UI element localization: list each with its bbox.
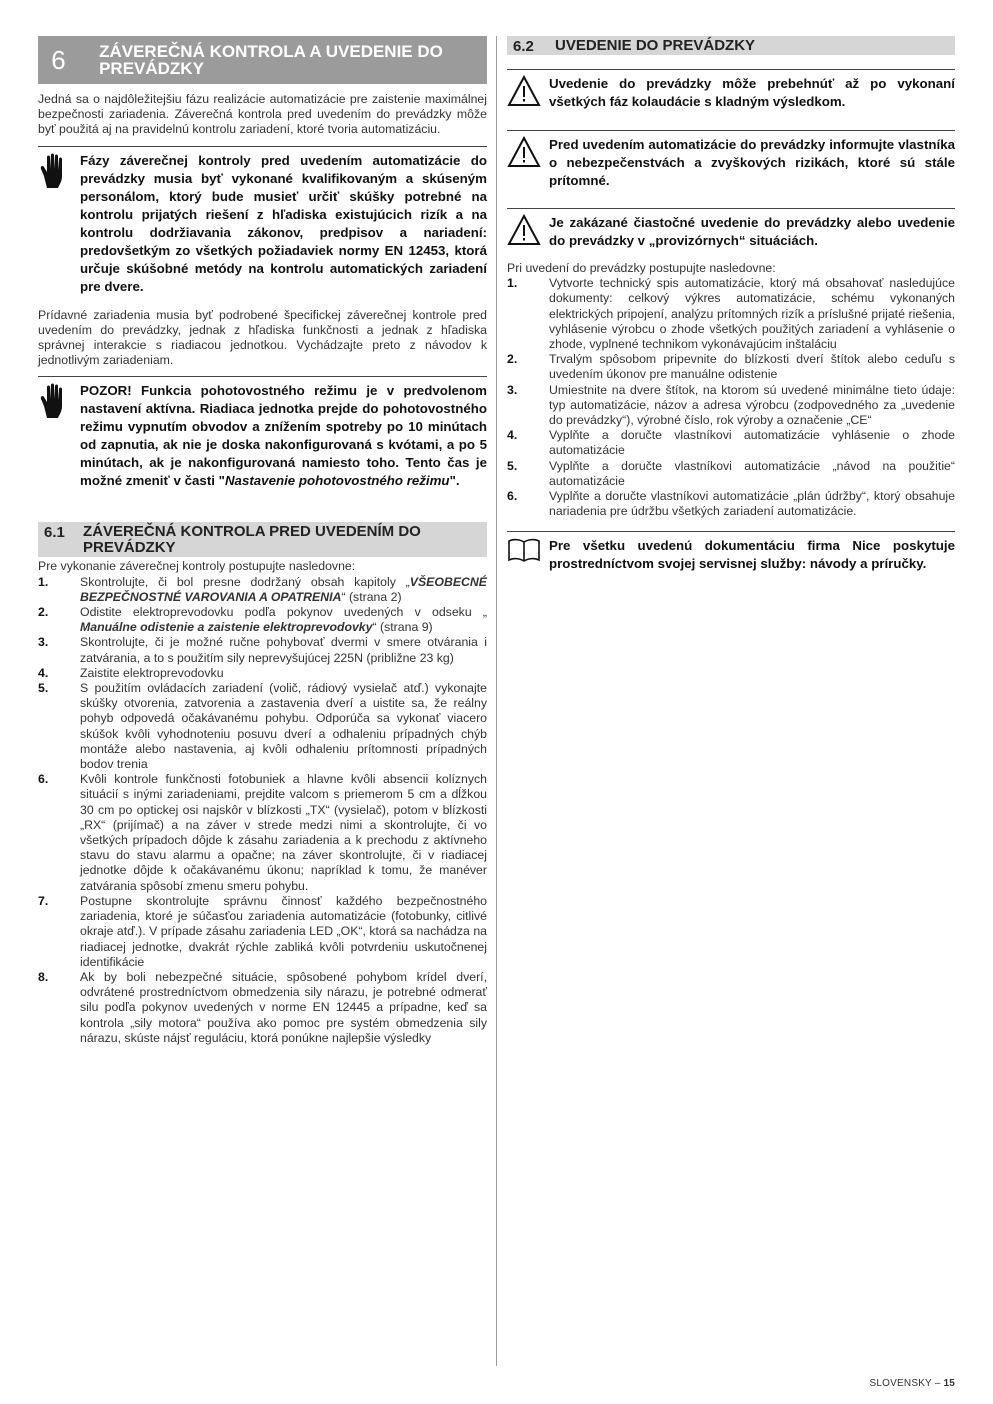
list-item <box>38 605 487 635</box>
section-title: UVEDENIE DO PREVÁDZKY <box>555 37 756 54</box>
list-item <box>507 428 955 458</box>
section-6-1-heading <box>38 522 487 557</box>
page-number: 15 <box>943 1378 955 1389</box>
item-text <box>80 666 487 681</box>
warning-text-1: Uvedenie do prevádzky môže prebehnúť až po vykonaní všetkých fáz kolaudácie s kladným výsledkom. <box>549 76 955 109</box>
item-number: 7. <box>38 893 49 908</box>
section-6-2-heading <box>507 36 955 55</box>
list-item <box>507 489 955 519</box>
item-number: 5. <box>38 681 49 696</box>
section-6-1-list <box>38 575 487 1046</box>
list-item <box>38 666 487 681</box>
section-6-2-lead: Pri uvedení do prevádzky postupujte nasledovne: <box>507 261 776 275</box>
item-text-a: Zaistite elektroprevodovku <box>80 665 224 680</box>
item-text-c: “ (strana 2) <box>341 589 402 604</box>
stop-hand-icon <box>38 382 80 490</box>
list-item <box>38 894 487 970</box>
chapter-heading <box>38 36 487 84</box>
warning-note-1 <box>507 69 955 112</box>
item-number: 1. <box>38 574 49 589</box>
list-item <box>507 459 955 489</box>
list-item <box>38 575 487 605</box>
item-number: 3. <box>38 635 49 650</box>
note2-end: ". <box>449 473 460 489</box>
stop-hand-icon <box>38 152 80 296</box>
list-item <box>38 635 487 665</box>
item-number: 2. <box>38 605 49 620</box>
note-text-1: Fázy záverečnej kontroly pred uvedením automatizácie do prevádzky musia byť vykonané kvalifikovaným a skúseným personálom, ktorý bude musieť určiť skúšky potrebné na kontrolu prijatých riešení z hľadiska existujúcich rizík a na kontrolu dodržiavania zákonov, predpisov a nariadení: predovšetkým zo všetkých požiadaviek normy EN 12453, ktorá určuje skúšobné metódy na kontrolu automatických zariadení pre dvere. <box>80 152 487 294</box>
right-column <box>507 36 955 573</box>
item-text <box>80 605 487 635</box>
item-text-a: Odistite elektroprevodovku podľa pokynov uvedených v odseku „ <box>80 605 487 620</box>
item-text-b: Manuálne odistenie a zaistenie elektroprevodovky <box>80 620 373 635</box>
page-footer <box>870 1378 955 1389</box>
item-number: 6. <box>38 772 49 787</box>
note2-italic: Nastavenie pohotovostného režimu <box>224 473 450 489</box>
item-number: 8. <box>38 969 49 984</box>
note-text-2 <box>80 382 487 490</box>
item-text <box>80 970 487 1046</box>
open-book-icon <box>507 537 549 573</box>
item-text <box>80 681 487 772</box>
list-item <box>38 772 487 894</box>
item-number: 5. <box>507 458 518 473</box>
intro-paragraph: Jedná sa o najdôležitejšiu fázu realizácie automatizácie pre zaistenie maximálnej bezpečnosti zariadenia. Záverečná kontrola pred uvedením do prevádzky môže byť použitá aj na pravidelnú kontrolu zariadení, ktoré tvoria automatizáciu. <box>38 92 487 137</box>
warning-note-2 <box>507 130 955 190</box>
item-text <box>80 635 487 665</box>
note2-main: POZOR! Funkcia pohotovostného režimu je v predvolenom nastavení aktívna. Riadiaca jednotka prejde do pohotovostného režimu vypnutím obvodov a znížením spotreby po 10 minútach od zapnutia, ak nie je doska nakonfigurovaná s kvótami, a po 5 minútach, ak je nakonfigurovaná namiesto toho. Tento čas je možné zmeniť v časti " <box>80 383 487 489</box>
item-text: Vyplňte a doručte vlastníkovi automatizácie „návod na použitie“ automatizácie <box>549 458 955 488</box>
section-6-2-list <box>507 276 955 519</box>
book-note <box>507 531 955 573</box>
book-note-text: Pre všetku uvedenú dokumentáciu firma Nice poskytuje prostredníctvom svojej servisnej služby: návody a príručky. <box>549 538 955 572</box>
item-number: 3. <box>507 382 518 397</box>
item-text: Vyplňte a doručte vlastníkovi automatizácie vyhlásenie o zhode automatizácie <box>549 428 955 458</box>
item-text-b: VŠEOBECNÉ BEZPEČNOSTNÉ VAROVANIA A OPATRENIA <box>80 574 487 604</box>
section-6-1-lead: Pre vykonanie záverečnej kontroly postupujte nasledovne: <box>38 559 356 574</box>
additional-devices-paragraph: Prídavné zariadenia musia byť podrobené špecifickej záverečnej kontrole pred uvedením do prevádzky, jednak z hľadiska funkčnosti a jednak z hľadiska správnej interakcie s riadiacou jednotkou. Vychádzajte preto z návodov k jednotlivým zariadeniam. <box>38 307 487 368</box>
item-number: 2. <box>507 352 518 367</box>
column-divider <box>496 36 497 1366</box>
list-item <box>507 276 955 352</box>
item-text <box>80 575 487 605</box>
item-text-a: Kvôli kontrole funkčnosti fotobuniek a hlavne kvôli absencii kolíznych situácií s inými zariadeniami, prejdite valcom s priemerom 5 cm a dĺžkou 30 cm po optickej osi najskôr v blízkosti „TX“ (vysielač), potom v blízkosti „RX“ (prijímač) a na záver v strede medzi nimi a skontrolujte, či vo všetkých prípadoch dôjde k zásahu zariadenia a k prechodu z aktívneho stavu do stavu alarmu a opačne; na záver skontrolujte, či v riadiacej jednotke dôjde k očakávanému úkonu; napríklad k tomu, že manéver zatvárania spôsobí zmenu smeru pohybu. <box>80 772 487 893</box>
item-number: 1. <box>507 276 518 291</box>
item-text: Umiestnite na dvere štítok, na ktorom sú uvedené minimálne tieto údaje: typ automatizácie, názov a adresa výrobcu (zodpovedného za „uvedenie do prevádzky“), výrobné číslo, rok výroby a označenie „CE“ <box>549 382 955 428</box>
footer-language: SLOVENSKY – <box>869 1378 944 1389</box>
chapter-number: 6 <box>51 44 66 75</box>
item-text-a: Skontrolujte, či bol presne dodržaný obsah kapitoly „ <box>80 574 410 589</box>
list-item <box>38 970 487 1046</box>
item-text-a: Skontrolujte, či je možné ručne pohybovať dvermi v smere otvárania i zatvárania, a to s použitím sily neprevyšujúcej 225N (približne 23 kg) <box>80 635 487 665</box>
hand-note-2 <box>38 376 487 490</box>
item-text: Vyplňte a doručte vlastníkovi automatizácie „plán údržby“, ktorý obsahuje nariadenia pre údržbu všetkých zariadení automatizácie. <box>549 489 955 519</box>
section-number: 6.2 <box>513 38 534 55</box>
item-text: Vytvorte technický spis automatizácie, ktorý má obsahovať nasledujúce dokumenty: celkový výkres automatizácie, schému vykonaných elektrických pripojení, analýzu prítomných rizík a príslušné prijaté riešenia, vyhlásenie výrobcu o zhode všetkých použitých zariadení a vyhlásenie o zhode, vyplnené technikom vykonávajúcim inštaláciu <box>549 276 955 352</box>
item-text: Trvalým spôsobom pripevnite do blízkosti dverí štítok alebo ceduľu s uvedením úkonov pre manuálne odistenie <box>549 352 955 382</box>
item-text <box>80 894 487 970</box>
item-text-a: Ak by boli nebezpečné situácie, spôsobené pohybom krídel dverí, odvrátené prostredníctvom obmedzenia sily nárazu, je potrebné odmerať silu podľa pokynov uvedených v norme EN 12445 a prípadne, keď sa kontrola „sily motora“ používa ako pomoc pre systém obmedzenia sily nárazu, skúste nájsť reguláciu, ktorá ponúkne najlepšie výsledky <box>80 969 487 1045</box>
warning-text-2: Pred uvedením automatizácie do prevádzky informujte vlastníka o nebezpečenstvách a zvyškových rizikách, ktoré sú stále prítomné. <box>549 137 955 188</box>
warning-note-3 <box>507 208 955 251</box>
warning-triangle-icon <box>507 136 549 190</box>
hand-note-1 <box>38 146 487 296</box>
list-item <box>507 383 955 429</box>
chapter-title: ZÁVEREČNÁ KONTROLA A UVEDENIE DO PREVÁDZKY <box>99 42 443 78</box>
section-number: 6.1 <box>44 524 65 542</box>
left-column <box>38 36 487 1046</box>
item-text-a: Postupne skontrolujte správnu činnosť každého bezpečnostného zariadenia, ktoré je súčasťou zariadenia automatizácie (fotobunky, citlivé okraje atď.). V prípade zásahu zariadenia LED „OK“, ktorá sa nachádza na riadiacej jednotke, dvakrát rýchle zabliká kvôli potvrdeniu uskutočnenej identifikácie <box>80 893 487 969</box>
list-item <box>38 681 487 772</box>
item-number: 4. <box>507 428 518 443</box>
item-text <box>80 772 487 894</box>
item-number: 4. <box>38 665 49 680</box>
section-title: ZÁVEREČNÁ KONTROLA PRED UVEDENÍM DO PREVÁDZKY <box>83 523 421 557</box>
warning-triangle-icon <box>507 214 549 251</box>
list-item <box>507 352 955 382</box>
item-number: 6. <box>507 489 518 504</box>
warning-triangle-icon <box>507 75 549 112</box>
warning-text-3: Je zakázané čiastočné uvedenie do prevádzky alebo uvedenie do prevádzky v „provizórnych“ situáciách. <box>549 215 955 248</box>
item-text-c: “ (strana 9) <box>372 620 433 635</box>
item-text-a: S použitím ovládacích zariadení (volič, rádiový vysielač atď.) vykonajte skúšky otvorenia, zatvorenia a zastavenia dverí a uistite sa, že reálny pohyb odpovedá očakávanému pohybu. Odporúča sa vykonať viacero skúšok kvôli vyhodnoteniu posuvu dverí a odhaleniu prípadných chýb montáže alebo nastavenia, aj kvôli odhaleniu prítomnosti prípadných bodov trenia <box>80 681 487 772</box>
